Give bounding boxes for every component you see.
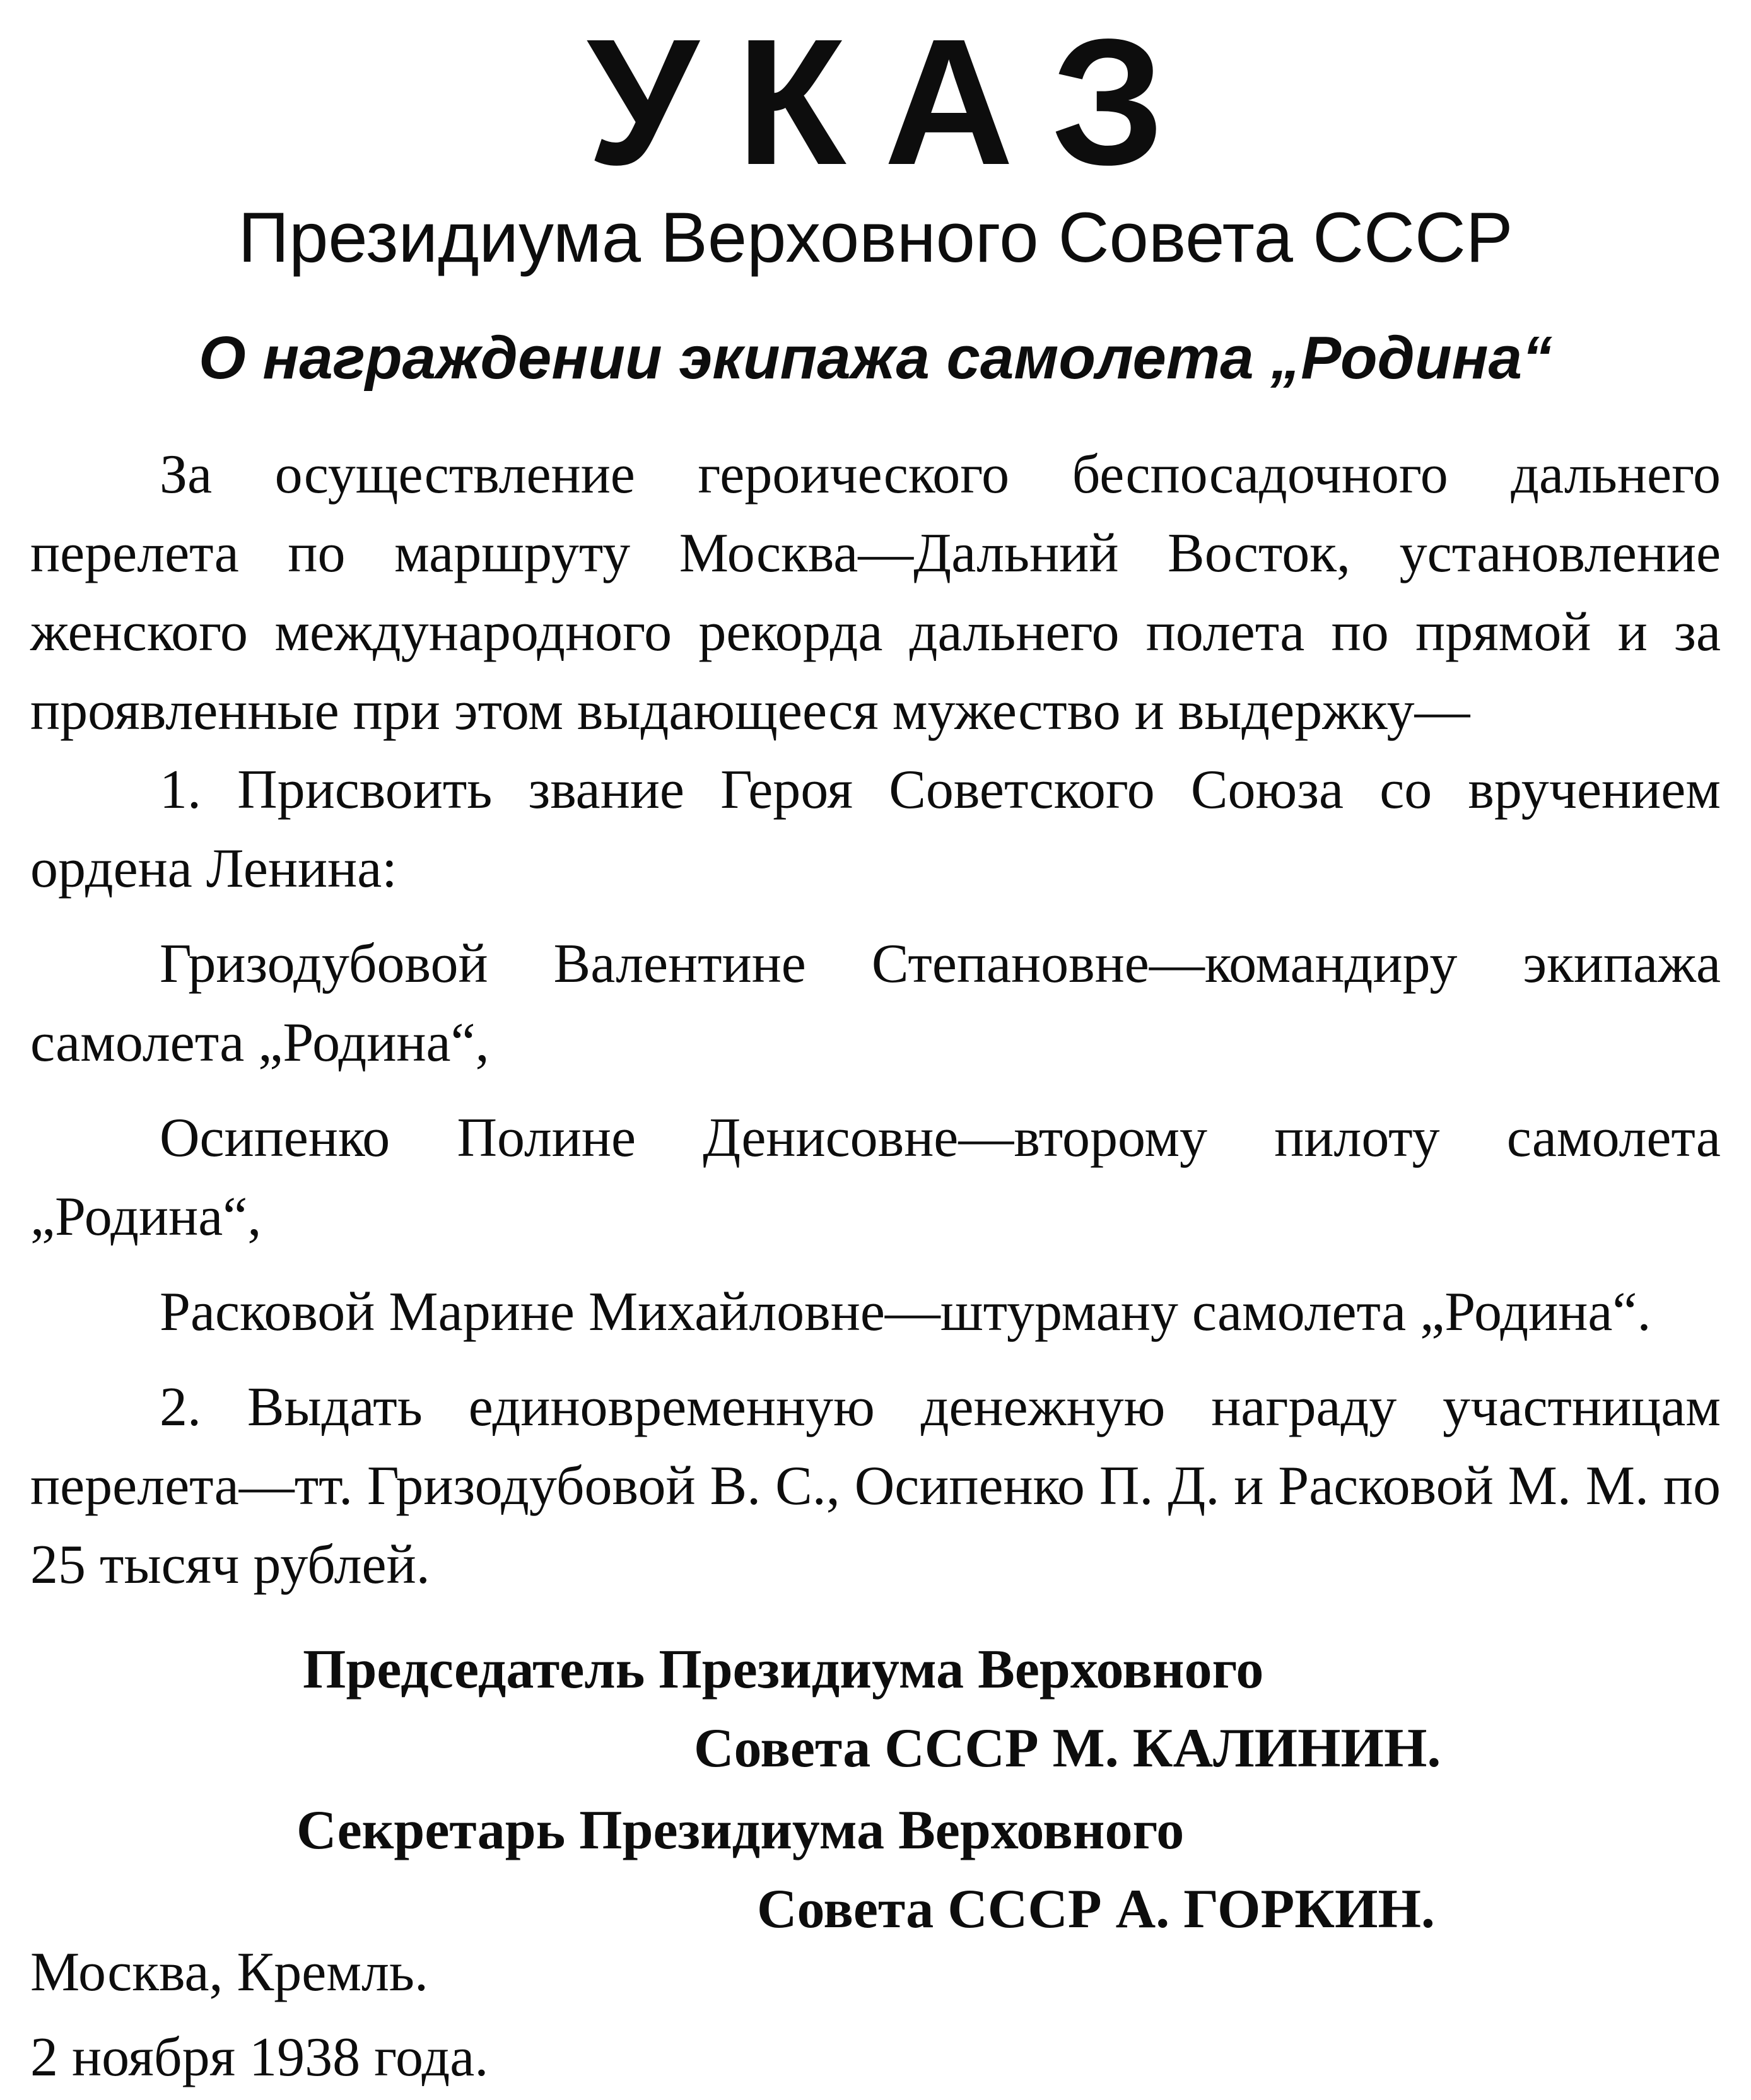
decree-title: УКАЗ: [587, 2, 1202, 202]
item-1-paragraph: 1. Присвоить звание Героя Советского Союза со вручением ордена Ленина:: [30, 759, 1721, 899]
chairman-signature: [303, 1630, 1441, 1788]
decree-body: [30, 435, 1721, 1604]
awardee-1-paragraph: Гризодубовой Валентине Степановне—командиру экипажа самолета „Родина“,: [30, 933, 1721, 1073]
date-of-issue: 2 ноября 1938 года.: [30, 2027, 489, 2088]
decree-footer: [30, 1930, 488, 2100]
secretary-title-line: Секретарь Президиума Верховного: [296, 1800, 1185, 1861]
chairman-name-line: Совета СССР М. КАЛИНИН.: [694, 1718, 1441, 1779]
issuing-body: Президиума Верховного Совета СССР: [238, 198, 1513, 277]
awardee-3-paragraph: Расковой Марине Михайловне—штурману самолета „Родина“.: [160, 1281, 1651, 1343]
chairman-title-line: Председатель Президиума Верховного: [303, 1639, 1264, 1700]
decree-heading: О награждении экипажа самолета „Родина“: [198, 324, 1553, 392]
preamble-paragraph: За осуществление героического беспосадочного дальнего перелета по маршруту Москва—Дальний Восток, установление женского международного рекорда дальнего полета по прямой и за проявленные при этом выдающееся мужество и выдержку—: [30, 444, 1721, 742]
awardee-2-paragraph: Осипенко Полине Денисовне—второму пилоту самолета „Родина“,: [30, 1107, 1721, 1247]
secretary-name-line: Совета СССР А. ГОРКИН.: [757, 1879, 1435, 1940]
secretary-signature: [296, 1791, 1435, 1949]
place-of-issue: Москва, Кремль.: [30, 1942, 428, 2003]
item-2-paragraph: 2. Выдать единовременную денежную награду участницам перелета—тт. Гризодубовой В. С., Осипенко П. Д. и Расковой М. М. по 25 тысяч рублей.: [30, 1377, 1721, 1595]
